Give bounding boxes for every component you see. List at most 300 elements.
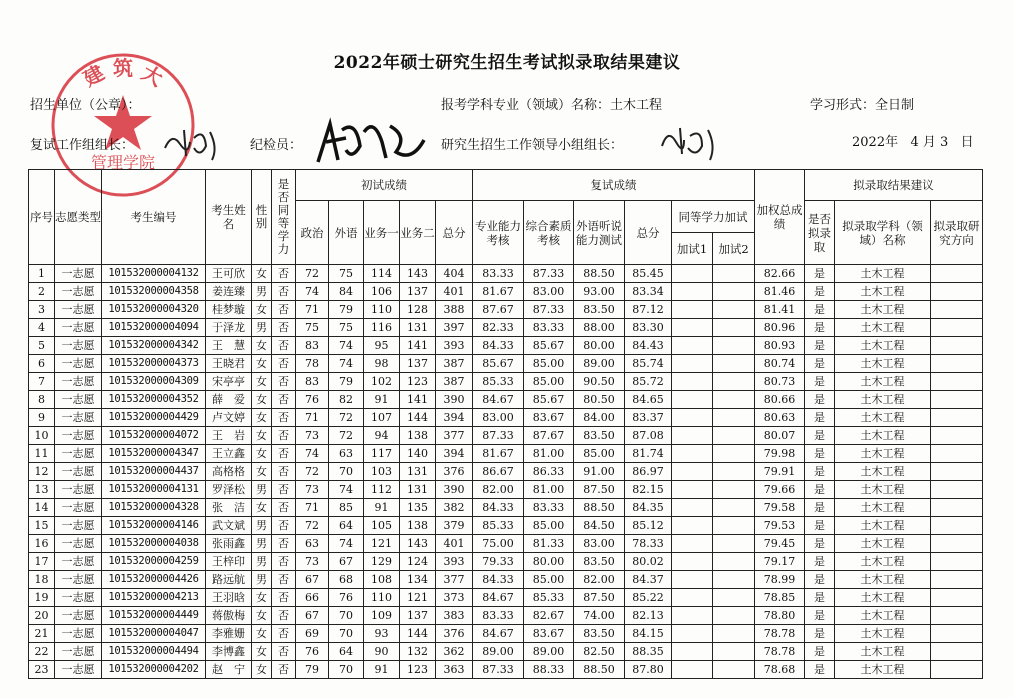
cell-name: 王晓君	[206, 355, 252, 373]
cell-name: 宋亭亭	[206, 373, 252, 391]
cell-admit: 是	[805, 301, 835, 319]
cell-biz2: 138	[400, 427, 436, 445]
cell-extra2	[713, 643, 755, 661]
cell-prof: 85.67	[473, 355, 524, 373]
cell-exam-id: 101532000004047	[102, 625, 206, 643]
cell-exam-id: 101532000004320	[102, 301, 206, 319]
cell-politics: 74	[296, 445, 329, 463]
cell-seq: 21	[29, 625, 55, 643]
cell-prof: 84.67	[473, 625, 524, 643]
cell-admit: 是	[805, 409, 835, 427]
cell-admit-major: 土木工程	[835, 571, 931, 589]
table-row	[29, 301, 983, 319]
cell-name: 王立鑫	[206, 445, 252, 463]
cell-biz1: 116	[364, 319, 400, 337]
cell-quality: 85.00	[524, 373, 574, 391]
cell-research-dir	[931, 589, 983, 607]
cell-extra1	[672, 391, 713, 409]
cell-retest-total: 87.12	[625, 301, 672, 319]
cell-retest-total: 84.37	[625, 571, 672, 589]
cell-extra2	[713, 391, 755, 409]
cell-foreign: 74	[329, 481, 364, 499]
table-row	[29, 445, 983, 463]
cell-admit: 是	[805, 589, 835, 607]
table-row	[29, 337, 983, 355]
cell-prof: 79.33	[473, 553, 524, 571]
table-row	[29, 427, 983, 445]
cell-name: 张雨鑫	[206, 535, 252, 553]
cell-listening: 82.50	[574, 643, 625, 661]
cell-politics: 75	[296, 319, 329, 337]
cell-prof: 83.33	[473, 265, 524, 283]
cell-equiv: 否	[272, 607, 296, 625]
cell-prof: 85.33	[473, 517, 524, 535]
cell-admit: 是	[805, 571, 835, 589]
cell-prelim-total: 401	[436, 283, 473, 301]
cell-retest-total: 85.72	[625, 373, 672, 391]
cell-prelim-total: 388	[436, 301, 473, 319]
cell-biz1: 102	[364, 373, 400, 391]
header-extra2: 加试2	[713, 233, 755, 265]
cell-retest-total: 85.12	[625, 517, 672, 535]
cell-listening: 83.50	[574, 301, 625, 319]
cell-retest-total: 85.74	[625, 355, 672, 373]
cell-prof: 81.67	[473, 445, 524, 463]
cell-gender: 女	[252, 409, 272, 427]
cell-retest-total: 83.37	[625, 409, 672, 427]
cell-politics: 79	[296, 661, 329, 679]
cell-exam-id: 101532000004202	[102, 661, 206, 679]
cell-type: 一志愿	[55, 571, 102, 589]
cell-admit-major: 土木工程	[835, 553, 931, 571]
cell-admit: 是	[805, 265, 835, 283]
cell-quality: 85.33	[524, 589, 574, 607]
header-retest-group: 复试成绩	[473, 170, 755, 201]
cell-biz1: 112	[364, 481, 400, 499]
table-row	[29, 661, 983, 679]
cell-gender: 女	[252, 301, 272, 319]
cell-equiv: 否	[272, 625, 296, 643]
cell-name: 王 慧	[206, 337, 252, 355]
cell-prof: 87.67	[473, 301, 524, 319]
cell-seq: 16	[29, 535, 55, 553]
cell-equiv: 否	[272, 643, 296, 661]
cell-research-dir	[931, 535, 983, 553]
cell-exam-id: 101532000004038	[102, 535, 206, 553]
cell-biz1: 110	[364, 589, 400, 607]
cell-gender: 女	[252, 391, 272, 409]
cell-extra2	[713, 535, 755, 553]
cell-seq: 6	[29, 355, 55, 373]
cell-equiv: 否	[272, 661, 296, 679]
cell-prof: 87.33	[473, 661, 524, 679]
cell-weighted: 79.45	[755, 535, 805, 553]
cell-politics: 71	[296, 301, 329, 319]
unit-label: 招生单位（公章）：	[30, 98, 141, 113]
cell-gender: 男	[252, 535, 272, 553]
cell-weighted: 78.99	[755, 571, 805, 589]
cell-admit-major: 土木工程	[835, 391, 931, 409]
cell-admit: 是	[805, 355, 835, 373]
cell-quality: 83.33	[524, 319, 574, 337]
cell-exam-id: 101532000004347	[102, 445, 206, 463]
cell-name: 路远航	[206, 571, 252, 589]
cell-gender: 男	[252, 553, 272, 571]
cell-politics: 73	[296, 481, 329, 499]
cell-prof: 84.33	[473, 571, 524, 589]
cell-extra1	[672, 265, 713, 283]
header-admit-major: 拟录取学科（领域）名称	[835, 201, 931, 265]
admission-table	[28, 169, 983, 679]
table-row	[29, 463, 983, 481]
cell-listening: 88.00	[574, 319, 625, 337]
cell-quality: 89.00	[524, 643, 574, 661]
cell-equiv: 否	[272, 463, 296, 481]
cell-extra2	[713, 283, 755, 301]
cell-prelim-total: 393	[436, 553, 473, 571]
cell-admit: 是	[805, 607, 835, 625]
cell-gender: 女	[252, 499, 272, 517]
cell-admit-major: 土木工程	[835, 463, 931, 481]
cell-seq: 22	[29, 643, 55, 661]
header-biz1: 业务一	[364, 201, 400, 265]
header-name: 考生姓名	[206, 170, 252, 265]
cell-biz2: 144	[400, 625, 436, 643]
cell-foreign: 67	[329, 553, 364, 571]
header-foreign: 外语	[329, 201, 364, 265]
cell-equiv: 否	[272, 391, 296, 409]
cell-politics: 71	[296, 409, 329, 427]
cell-gender: 女	[252, 463, 272, 481]
cell-name: 赵 宁	[206, 661, 252, 679]
header-politics: 政治	[296, 201, 329, 265]
cell-extra2	[713, 337, 755, 355]
cell-equiv: 否	[272, 517, 296, 535]
cell-admit: 是	[805, 445, 835, 463]
cell-prof: 86.67	[473, 463, 524, 481]
cell-prelim-total: 394	[436, 409, 473, 427]
cell-seq: 19	[29, 589, 55, 607]
cell-prelim-total: 373	[436, 589, 473, 607]
cell-quality: 83.67	[524, 625, 574, 643]
cell-equiv: 否	[272, 535, 296, 553]
cell-prelim-total: 387	[436, 355, 473, 373]
cell-extra1	[672, 319, 713, 337]
cell-extra1	[672, 427, 713, 445]
cell-weighted: 80.63	[755, 409, 805, 427]
cell-extra1	[672, 535, 713, 553]
table-row	[29, 607, 983, 625]
cell-biz2: 121	[400, 589, 436, 607]
cell-biz2: 137	[400, 355, 436, 373]
cell-prof: 84.33	[473, 337, 524, 355]
cell-quality: 85.67	[524, 391, 574, 409]
cell-research-dir	[931, 409, 983, 427]
cell-type: 一志愿	[55, 481, 102, 499]
header-retest-total: 总分	[625, 201, 672, 265]
cell-seq: 2	[29, 283, 55, 301]
cell-foreign: 64	[329, 643, 364, 661]
cell-type: 一志愿	[55, 427, 102, 445]
cell-research-dir	[931, 499, 983, 517]
cell-admit: 是	[805, 517, 835, 535]
cell-prelim-total: 390	[436, 481, 473, 499]
cell-biz2: 123	[400, 373, 436, 391]
cell-extra2	[713, 445, 755, 463]
cell-type: 一志愿	[55, 409, 102, 427]
table-row	[29, 373, 983, 391]
cell-biz1: 110	[364, 301, 400, 319]
cell-politics: 66	[296, 589, 329, 607]
cell-extra2	[713, 463, 755, 481]
cell-prelim-total: 393	[436, 337, 473, 355]
cell-retest-total: 84.35	[625, 499, 672, 517]
cell-biz2: 135	[400, 499, 436, 517]
cell-prelim-total: 383	[436, 607, 473, 625]
cell-biz2: 131	[400, 481, 436, 499]
cell-quality: 85.67	[524, 337, 574, 355]
cell-admit: 是	[805, 499, 835, 517]
table-row	[29, 589, 983, 607]
cell-name: 罗泽松	[206, 481, 252, 499]
cell-name: 高格格	[206, 463, 252, 481]
cell-foreign: 74	[329, 535, 364, 553]
date-text: 2022年 4 月 3 日	[852, 135, 974, 150]
cell-exam-id: 101532000004146	[102, 517, 206, 535]
cell-biz1: 98	[364, 355, 400, 373]
cell-biz1: 91	[364, 661, 400, 679]
cell-extra1	[672, 283, 713, 301]
cell-extra1	[672, 661, 713, 679]
header-biz2: 业务二	[400, 201, 436, 265]
cell-biz2: 143	[400, 265, 436, 283]
cell-name: 薛 爱	[206, 391, 252, 409]
cell-equiv: 否	[272, 409, 296, 427]
cell-research-dir	[931, 571, 983, 589]
cell-biz1: 117	[364, 445, 400, 463]
cell-equiv: 否	[272, 283, 296, 301]
cell-listening: 84.50	[574, 517, 625, 535]
cell-prelim-total: 379	[436, 517, 473, 535]
cell-foreign: 74	[329, 337, 364, 355]
cell-listening: 88.50	[574, 661, 625, 679]
cell-seq: 14	[29, 499, 55, 517]
cell-admit-major: 土木工程	[835, 373, 931, 391]
cell-politics: 69	[296, 625, 329, 643]
cell-equiv: 否	[272, 337, 296, 355]
cell-admit-major: 土木工程	[835, 427, 931, 445]
cell-type: 一志愿	[55, 319, 102, 337]
cell-name: 王 岩	[206, 427, 252, 445]
cell-extra1	[672, 445, 713, 463]
cell-biz1: 94	[364, 427, 400, 445]
cell-research-dir	[931, 517, 983, 535]
cell-name: 蒋傲梅	[206, 607, 252, 625]
cell-admit: 是	[805, 427, 835, 445]
cell-biz1: 91	[364, 499, 400, 517]
cell-admit-major: 土木工程	[835, 661, 931, 679]
cell-admit-major: 土木工程	[835, 499, 931, 517]
cell-type: 一志愿	[55, 535, 102, 553]
cell-seq: 8	[29, 391, 55, 409]
cell-politics: 76	[296, 391, 329, 409]
cell-prof: 82.00	[473, 481, 524, 499]
table-row	[29, 571, 983, 589]
cell-weighted: 80.96	[755, 319, 805, 337]
header-prelim-group: 初试成绩	[296, 170, 473, 201]
cell-listening: 88.50	[574, 265, 625, 283]
cell-extra2	[713, 517, 755, 535]
retest-leader-label: 复试工作组组长：	[30, 138, 135, 153]
cell-name: 李雅姗	[206, 625, 252, 643]
cell-retest-total: 85.45	[625, 265, 672, 283]
cell-weighted: 78.78	[755, 643, 805, 661]
cell-seq: 5	[29, 337, 55, 355]
table-row	[29, 319, 983, 337]
cell-seq: 7	[29, 373, 55, 391]
cell-biz2: 132	[400, 643, 436, 661]
cell-type: 一志愿	[55, 625, 102, 643]
cell-prelim-total: 362	[436, 643, 473, 661]
cell-admit-major: 土木工程	[835, 517, 931, 535]
header-equiv: 是否同等学力	[272, 170, 296, 265]
cell-seq: 10	[29, 427, 55, 445]
table-row	[29, 517, 983, 535]
cell-prelim-total: 363	[436, 661, 473, 679]
cell-name: 王梓印	[206, 553, 252, 571]
cell-research-dir	[931, 355, 983, 373]
cell-extra1	[672, 301, 713, 319]
cell-retest-total: 87.80	[625, 661, 672, 679]
cell-prof: 83.00	[473, 409, 524, 427]
header-prof: 专业能力考核	[473, 201, 524, 265]
cell-seq: 18	[29, 571, 55, 589]
cell-exam-id: 101532000004358	[102, 283, 206, 301]
cell-biz1: 121	[364, 535, 400, 553]
cell-retest-total: 84.65	[625, 391, 672, 409]
cell-admit: 是	[805, 373, 835, 391]
cell-retest-total: 83.30	[625, 319, 672, 337]
cell-biz1: 109	[364, 607, 400, 625]
cell-politics: 67	[296, 607, 329, 625]
cell-politics: 67	[296, 571, 329, 589]
cell-weighted: 78.85	[755, 589, 805, 607]
cell-equiv: 否	[272, 499, 296, 517]
cell-admit-major: 土木工程	[835, 355, 931, 373]
cell-research-dir	[931, 373, 983, 391]
cell-foreign: 64	[329, 517, 364, 535]
cell-prelim-total: 387	[436, 373, 473, 391]
header-research-dir: 拟录取研究方向	[931, 201, 983, 265]
cell-name: 桂梦璇	[206, 301, 252, 319]
table-row	[29, 643, 983, 661]
cell-gender: 女	[252, 589, 272, 607]
cell-type: 一志愿	[55, 589, 102, 607]
cell-extra1	[672, 607, 713, 625]
cell-admit-major: 土木工程	[835, 337, 931, 355]
cell-biz1: 103	[364, 463, 400, 481]
cell-politics: 83	[296, 337, 329, 355]
cell-research-dir	[931, 553, 983, 571]
cell-retest-total: 88.35	[625, 643, 672, 661]
cell-quality: 81.00	[524, 481, 574, 499]
cell-quality: 88.33	[524, 661, 574, 679]
cell-extra1	[672, 373, 713, 391]
cell-admit-major: 土木工程	[835, 445, 931, 463]
cell-gender: 男	[252, 481, 272, 499]
header-gender: 性别	[252, 170, 272, 265]
header-extra1: 加试1	[672, 233, 713, 265]
cell-research-dir	[931, 265, 983, 283]
cell-equiv: 否	[272, 301, 296, 319]
cell-foreign: 76	[329, 589, 364, 607]
cell-admit: 是	[805, 283, 835, 301]
cell-quality: 83.00	[524, 283, 574, 301]
cell-prelim-total: 377	[436, 427, 473, 445]
header-prelim-total: 总分	[436, 201, 473, 265]
seal-top-text: 建 筑 大	[79, 56, 167, 91]
cell-extra2	[713, 409, 755, 427]
major-line	[441, 94, 662, 113]
cell-foreign: 70	[329, 661, 364, 679]
cell-prof: 83.33	[473, 607, 524, 625]
cell-exam-id: 101532000004259	[102, 553, 206, 571]
cell-admit: 是	[805, 643, 835, 661]
cell-research-dir	[931, 337, 983, 355]
cell-exam-id: 101532000004132	[102, 265, 206, 283]
cell-prelim-total: 394	[436, 445, 473, 463]
cell-research-dir	[931, 427, 983, 445]
cell-quality: 83.33	[524, 499, 574, 517]
cell-type: 一志愿	[55, 301, 102, 319]
cell-politics: 76	[296, 643, 329, 661]
cell-admit: 是	[805, 535, 835, 553]
cell-exam-id: 101532000004328	[102, 499, 206, 517]
cell-biz2: 131	[400, 319, 436, 337]
cell-research-dir	[931, 481, 983, 499]
cell-extra2	[713, 301, 755, 319]
cell-listening: 93.00	[574, 283, 625, 301]
cell-extra1	[672, 517, 713, 535]
cell-prelim-total: 376	[436, 463, 473, 481]
study-form-label: 学习形式：	[810, 98, 876, 113]
cell-admit-major: 土木工程	[835, 319, 931, 337]
cell-weighted: 78.78	[755, 625, 805, 643]
cell-gender: 女	[252, 643, 272, 661]
cell-research-dir	[931, 391, 983, 409]
cell-type: 一志愿	[55, 355, 102, 373]
cell-admit: 是	[805, 463, 835, 481]
cell-politics: 83	[296, 373, 329, 391]
cell-extra2	[713, 481, 755, 499]
cell-politics: 63	[296, 535, 329, 553]
cell-extra2	[713, 427, 755, 445]
cell-seq: 3	[29, 301, 55, 319]
cell-quality: 85.00	[524, 355, 574, 373]
cell-biz1: 90	[364, 643, 400, 661]
cell-name: 李博鑫	[206, 643, 252, 661]
cell-type: 一志愿	[55, 517, 102, 535]
cell-seq: 11	[29, 445, 55, 463]
cell-exam-id: 101532000004213	[102, 589, 206, 607]
header-seq: 序号	[29, 170, 55, 265]
cell-research-dir	[931, 607, 983, 625]
cell-gender: 女	[252, 355, 272, 373]
cell-weighted: 80.74	[755, 355, 805, 373]
study-form-value: 全日制	[875, 98, 915, 113]
cell-gender: 女	[252, 607, 272, 625]
cell-listening: 83.50	[574, 553, 625, 571]
